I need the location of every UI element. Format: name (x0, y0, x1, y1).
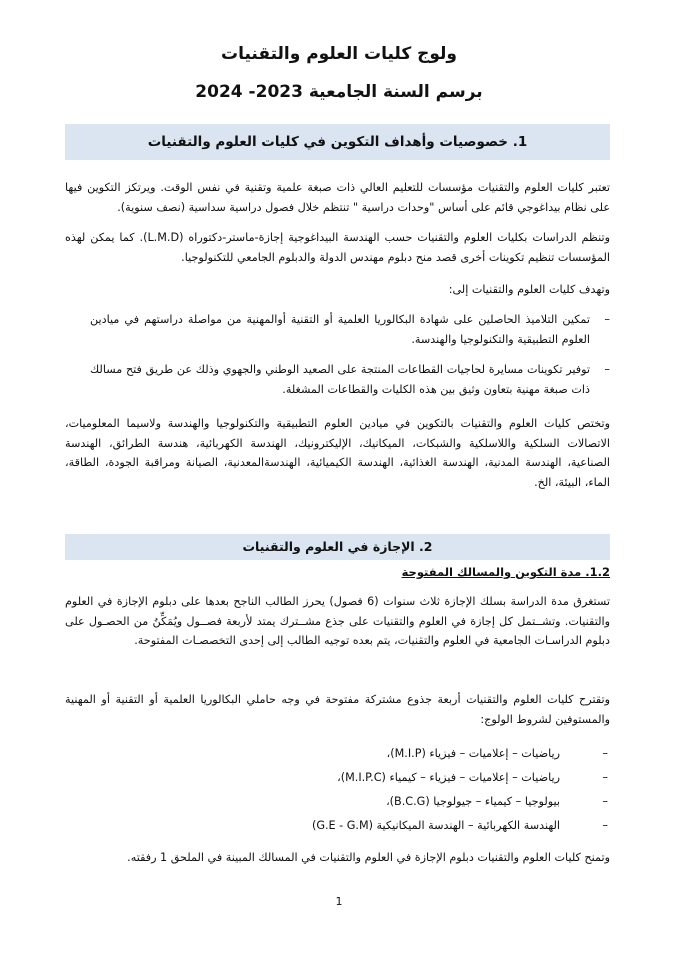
section1-bullet-2: – توفير تكوينات مسايرة لحاجيات القطاعات المنتجة على الصعيد الوطني والجهوي وذلك عن طريق فتح مسالك ذات صبغة مهنية بتعاون وثيق بين هذه الكليات والقطاعات المشغلة. (90, 360, 610, 399)
list-item: – رياضيات – إعلاميات – فيزياء – كيمياء (M.I.P.C)، (150, 766, 610, 790)
section1-paragraph-3: وتهدف كليات العلوم والتقنيات إلى: (448, 283, 610, 296)
list-item: – رياضيات – إعلاميات – فيزياء (M.I.P)، (150, 742, 610, 766)
page-title: ولوج كليات العلوم والتقنيات (220, 44, 457, 64)
list-item: – الهندسة الكهربائية – الهندسة الميكانيكية (G.E - G.M) (150, 814, 610, 838)
common-core-list (150, 742, 610, 838)
section2-heading: 2. الإجازة في العلوم والتقنيات (65, 534, 610, 560)
page-subtitle: برسم السنة الجامعية 2023- 2024 (195, 82, 483, 102)
section2-subheading: 1.2. مدة التكوين والمسالك المفتوحة (401, 565, 610, 579)
section1-bullet-1: – تمكين التلاميذ الحاصلين على شهادة البكالوريا العلمية أو التقنية أوالمهنية من مواصلة دراستهم في ميادين العلوم التطبيقية والتكنولوجيا والهندسة. (90, 310, 610, 349)
list-item: – بيولوجيا – كيمياء – جيولوجيا (B.C.G)، (150, 790, 610, 814)
section1-paragraph-4: وتختص كليات العلوم والتقنيات بالتكوين في ميادين العلوم التطبيقية والتكنولوجيا والهندسة ولاسيما المعلوميات، الاتصالات السلكية واللاسلكية والشبكات، الميكانيك، الإليكترونيك، الهندسة الكهربائية، هندسة الطرائق، الهندسة الصناعية، الهندسة المدنية، الهندسة الغذائية، الهندسة الكيميائية، الهندسةالمعدنية، الصيانة ومراقبة الجودة، الطاقة، الماء، البيئة، الخ. (65, 417, 610, 489)
section1-paragraph-2: وتنظم الدراسات بكليات العلوم والتقنيات حسب الهندسة البيداغوجية إجازة-ماستر-دكتوراه (L.M.D). كما يمكن لهذه المؤسسات تنظيم تكوينات أخرى قصد منح دبلوم مهندس الدولة والدبلوم الجامعي للتكنولوجيا. (65, 231, 610, 264)
section2-paragraph-1: تستغرق مدة الدراسة بسلك الإجازة ثلاث سنوات (6 فصول) يحرز الطالب الناجح بعدها على دبلوم الإجازة في العلوم والتقنيات. وتشــتمل كل إجازة في العلوم والتقنيات على جذع مشــترك يمتد لأربعة فصــول ويُمَكِّنُ من الحصـول على دبلوم الدراسـات الجامعية في العلوم والتقنيات، يتم بعده توجيه الطالب إلى إحدى التخصصـات المفتوحة. (65, 595, 610, 647)
section1-paragraph-1: تعتبر كليات العلوم والتقنيات مؤسسات للتعليم العالي ذات صبغة علمية وتقنية في نفس الوقت. ويرتكز التكوين فيها على نظام بيداغوجي قائم على أساس "وحدات دراسية " تنتظم خلال فصول دراسية سداسية (نصف سنوية). (65, 181, 610, 214)
section1-heading: 1. خصوصيات وأهداف التكوين في كليات العلوم والتقنيات (65, 124, 610, 160)
page-number: 1 (335, 895, 343, 908)
section2-paragraph-3: وتمنح كليات العلوم والتقنيات دبلوم الإجازة في العلوم والتقنيات في المسالك المبينة في الملحق 1 رفقته. (127, 851, 610, 864)
section2-paragraph-2: وتقترح كليات العلوم والتقنيات أربعة جذوع مشتركة مفتوحة في وجه حاملي البكالوريا العلمية أو التقنية أو المهنية والمستوفين لشروط الولوج: (65, 693, 610, 726)
